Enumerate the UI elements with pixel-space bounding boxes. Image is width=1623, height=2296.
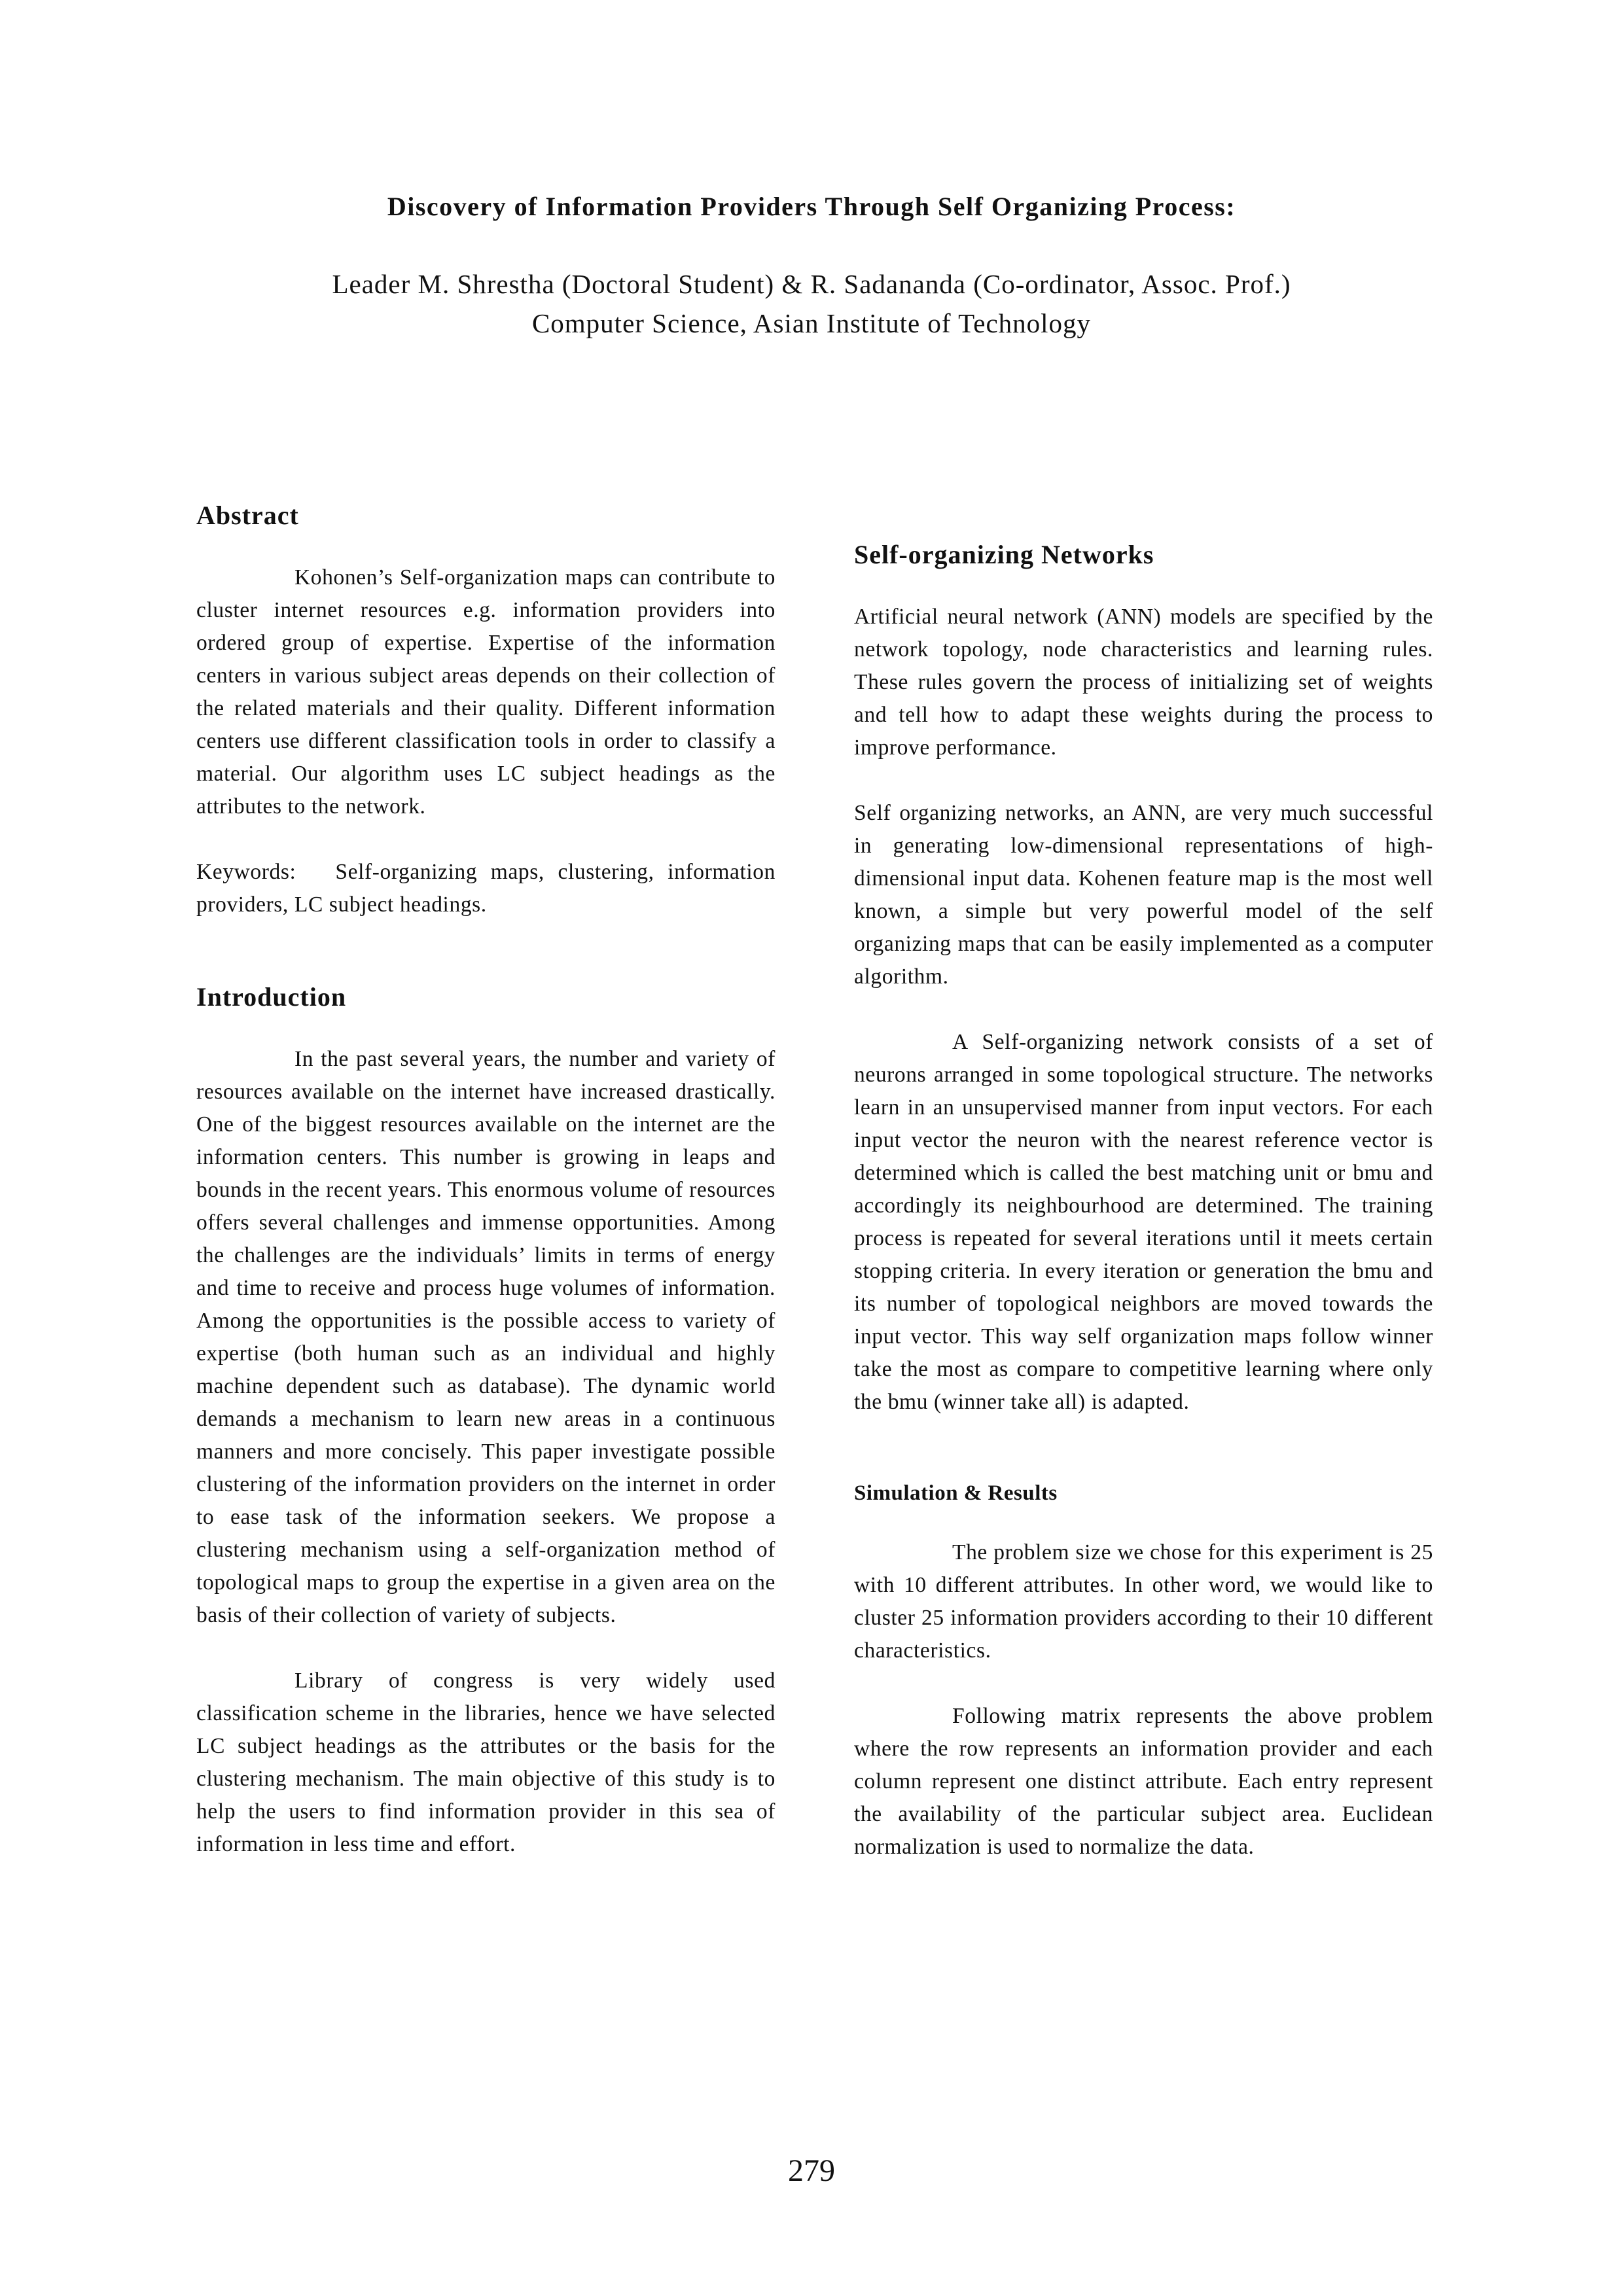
simulation-heading: Simulation & Results: [854, 1481, 1058, 1505]
introduction-paragraph: In the past several years, the number and variety of resources available on the internet have increased drastically. One of the biggest resources available on the internet are the information centers. This number is growing in leaps and bounds in the recent years. This enormous volume of resources offers several challenges and immense opportunities. Among the challenges are the individuals’ limits in terms of energy and time to receive and process huge volumes of information. Among the opportunities is the possible access to variety of expertise (both human such as an individual and highly machine dependent such as database). The dynamic world demands a mechanism to learn new areas in a continuous manners and more concisely. This paper investigate possible clustering of the information providers on the internet in order to ease task of the information seekers. We propose a clustering mechanism using a self-organization method of topological maps to group the expertise in a given area on the basis of their collection of variety of subjects.: [196, 1047, 776, 1627]
keywords-label: Keywords:: [196, 860, 296, 884]
son-paragraph: A Self-organizing network consists of a set of neurons arranged in some topological structure. The networks learn in an unsupervised manner from input vectors. For each input vector the neuron with the nearest reference vector is determined which is called the best matching unit or bmu and accordingly its neighbourhood are determined. The training process is repeated for several iterations until it meets certain stopping criteria. In every iteration or generation the bmu and its number of topological neighbors are moved towards the input vector. This way self organization maps follow winner take the most as compare to competitive learning where only the bmu (winner take all) is adapted.: [854, 1030, 1433, 1414]
abstract-section: [196, 499, 776, 921]
simulation-paragraph: Following matrix represents the above problem where the row represents an information provider and each column represent one distinct attribute. Each entry represent the availability of the particular subject area. Euclidean normalization is used to normalize the data.: [854, 1704, 1433, 1859]
right-column: [854, 538, 1433, 1863]
abstract-body: Kohonen’s Self-organization maps can contribute to cluster internet resources e.g. information providers into ordered group of expertise. Expertise of the information centers in various subject areas depends on their collection of the related materials and their quality. Different information centers use different classification tools in order to classify a material. Our algorithm uses LC subject headings as the attributes to the network.: [196, 565, 776, 819]
self-organizing-networks-section: [854, 538, 1433, 1419]
son-paragraph: Artificial neural network (ANN) models are specified by the network topology, node characteristics and learning rules. These rules govern the process of initializing set of weights and tell how to adapt these weights during the process to improve performance.: [854, 605, 1433, 760]
page-number: 279: [788, 2153, 835, 2188]
introduction-section: [196, 980, 776, 1861]
keywords-text: Self-organizing maps, clustering, information providers, LC subject headings.: [196, 860, 776, 917]
introduction-heading: Introduction: [196, 982, 347, 1012]
simulation-section: [854, 1477, 1433, 1863]
self-organizing-networks-heading: Self-organizing Networks: [854, 540, 1154, 569]
paper-title: Discovery of Information Providers Through Self Organizing Process:: [387, 192, 1236, 221]
paper-authors: Leader M. Shrestha (Doctoral Student) & R. Sadananda (Co-ordinator, Assoc. Prof.): [332, 269, 1291, 299]
simulation-paragraph: The problem size we chose for this experiment is 25 with 10 different attributes. In other word, we would like to cluster 25 information providers according to their 10 different characteristics.: [854, 1540, 1433, 1663]
paper-affiliation: Computer Science, Asian Institute of Technology: [531, 308, 1092, 338]
abstract-heading: Abstract: [196, 501, 299, 530]
left-column: [196, 499, 776, 1861]
introduction-paragraph: Library of congress is very widely used classification scheme in the libraries, hence we have selected LC subject headings as the attributes or the basis for the clustering mechanism. The main objective of this study is to help the users to find information provider in this sea of information in less time and effort.: [196, 1669, 776, 1856]
keywords: [196, 856, 776, 921]
son-paragraph: Self organizing networks, an ANN, are very much successful in generating low-dimensional representations of high-dimensional input data. Kohenen feature map is the most well known, a simple but very powerful model of the self organizing maps that can be easily implemented as a computer algorithm.: [854, 801, 1433, 989]
